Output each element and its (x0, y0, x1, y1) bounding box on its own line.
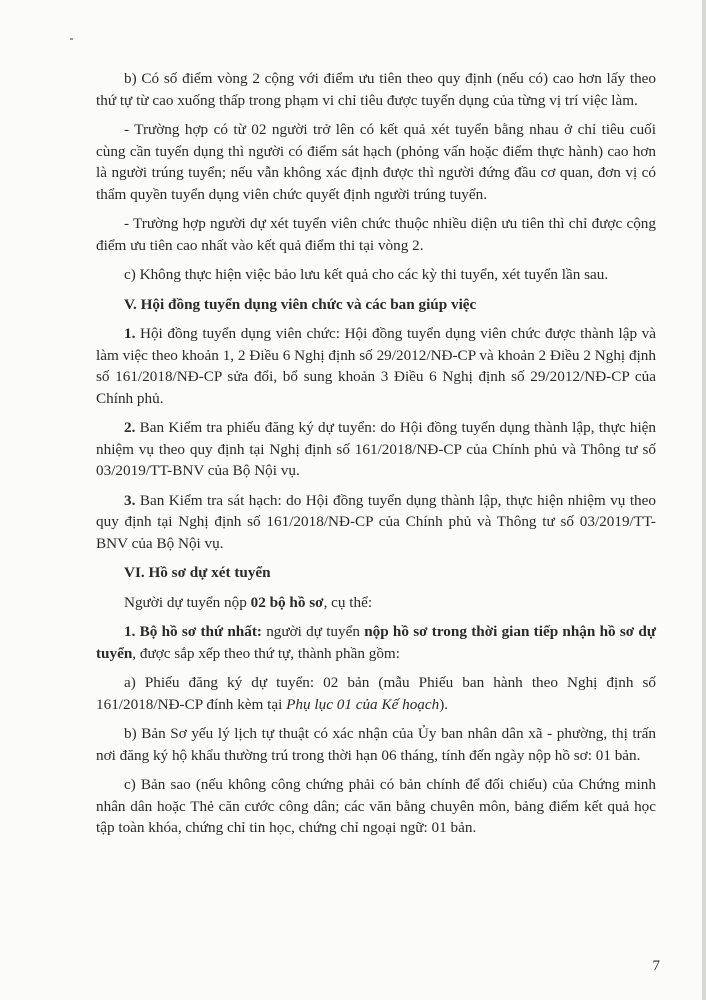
intro-text: Người dự tuyển nộp (124, 593, 251, 611)
section-vi-item-b: b) Bản Sơ yếu lý lịch tự thuật có xác nhận của Ủy ban nhân dân xã - phường, thị trấn nơi đăng ký hộ khẩu thường trú trong thời hạn 06 tháng, tính đến ngày nộp hồ sơ: 01 bản. (96, 725, 656, 764)
scan-edge (702, 0, 706, 1000)
intro-bold: 02 bộ hồ sơ (250, 593, 324, 611)
paragraph-criteria-b: b) Có số điểm vòng 2 cộng với điểm ưu tiên theo quy định (nếu có) cao hơn lấy theo thứ tự từ cao xuống thấp trong phạm vi chỉ tiêu được tuyển dụng của từng vị trí việc làm. (96, 70, 656, 109)
item-number: 1. (124, 325, 136, 342)
section-vi-heading: VI. Hồ sơ dự xét tuyển (124, 564, 271, 581)
item-italic: Phụ lục 01 của Kế hoạch (286, 695, 440, 713)
intro-text-end: , cụ thể: (323, 593, 373, 611)
section-v-item-1 (96, 323, 656, 409)
section-vi-item-1 (96, 621, 656, 664)
section-vi-intro (96, 592, 656, 614)
paragraph-priority-rule: - Trường hợp người dự xét tuyển viên chức thuộc nhiều diện ưu tiên thì chỉ được cộng điểm ưu tiên cao nhất vào kết quả điểm thi tại vòng 2. (96, 215, 656, 254)
item-text: a) Phiếu đăng ký dự tuyển: 02 bản (mẫu Phiếu ban hành theo Nghị định số 161/2018/NĐ-CP đính kèm tại (96, 674, 656, 713)
item-text: Ban Kiểm tra sát hạch: do Hội đồng tuyển dụng thành lập, thực hiện nhiệm vụ theo quy định tại Nghị định số 161/2018/NĐ-CP của Chính phủ và Thông tư số 03/2019/TT-BNV của Bộ Nội vụ. (96, 491, 656, 552)
document-body (96, 68, 656, 847)
paragraph-criteria-c: c) Không thực hiện việc bảo lưu kết quả cho các kỳ thi tuyển, xét tuyển lần sau. (124, 266, 609, 283)
section-vi-item-a (96, 672, 656, 715)
item-lead: 1. Bộ hồ sơ thứ nhất: (124, 623, 262, 640)
item-number: 3. (124, 491, 136, 509)
section-vi-item-c: c) Bản sao (nếu không công chứng phải có bản chính để đối chiếu) của Chứng minh nhân dân hoặc Thẻ căn cước công dân; các văn bằng chuyên môn, bảng điểm kết quả học tập toàn khóa, chứng chỉ tin học, chứng chỉ ngoại ngữ: 01 bản. (96, 776, 656, 836)
section-v-heading: V. Hội đồng tuyển dụng viên chức và các ban giúp việc (124, 295, 477, 313)
scan-speck (70, 38, 73, 40)
paragraph-tie-rule: - Trường hợp có từ 02 người trở lên có kết quả xét tuyển bằng nhau ở chỉ tiêu cuối cùng cần tuyển dụng thì người có điểm sát hạch (phỏng vấn hoặc điểm thực hành) cao hơn là người trúng tuyển; nếu vẫn không xác định được thì người đứng đầu cơ quan, đơn vị có thẩm quyền tuyển dụng viên chức quyết định người trúng tuyển. (96, 121, 656, 203)
item-number: 2. (124, 419, 136, 436)
section-v-item-3 (96, 490, 656, 555)
page-number: 7 (652, 958, 660, 974)
item-text: Ban Kiểm tra phiếu đăng ký dự tuyển: do Hội đồng tuyển dụng thành lập, thực hiện nhiệm vụ theo quy định tại Nghị định số 161/2018/NĐ-CP của Chính phủ và Thông tư số 03/2019/TT-BNV của Bộ Nội vụ. (96, 419, 656, 479)
item-text-end: ). (439, 695, 449, 713)
item-text: Hội đồng tuyển dụng viên chức: Hội đồng tuyển dụng viên chức được thành lập và làm việc theo khoản 1, 2 Điều 6 Nghị định số 29/2012/NĐ-CP và khoản 2 Điều 2 Nghị định số 161/2018/NĐ-CP sửa đổi, bổ sung khoản 3 Điều 6 Nghị định số 29/2012/NĐ-CP của Chính phủ. (96, 325, 656, 407)
section-v-item-2 (96, 417, 656, 482)
item-bold: nộp hồ sơ trong thời gian tiếp nhận hồ sơ dự tuyển (96, 623, 656, 662)
item-text: người dự tuyển (261, 623, 365, 640)
item-text-end: , được sắp xếp theo thứ tự, thành phần gồm: (132, 644, 400, 662)
